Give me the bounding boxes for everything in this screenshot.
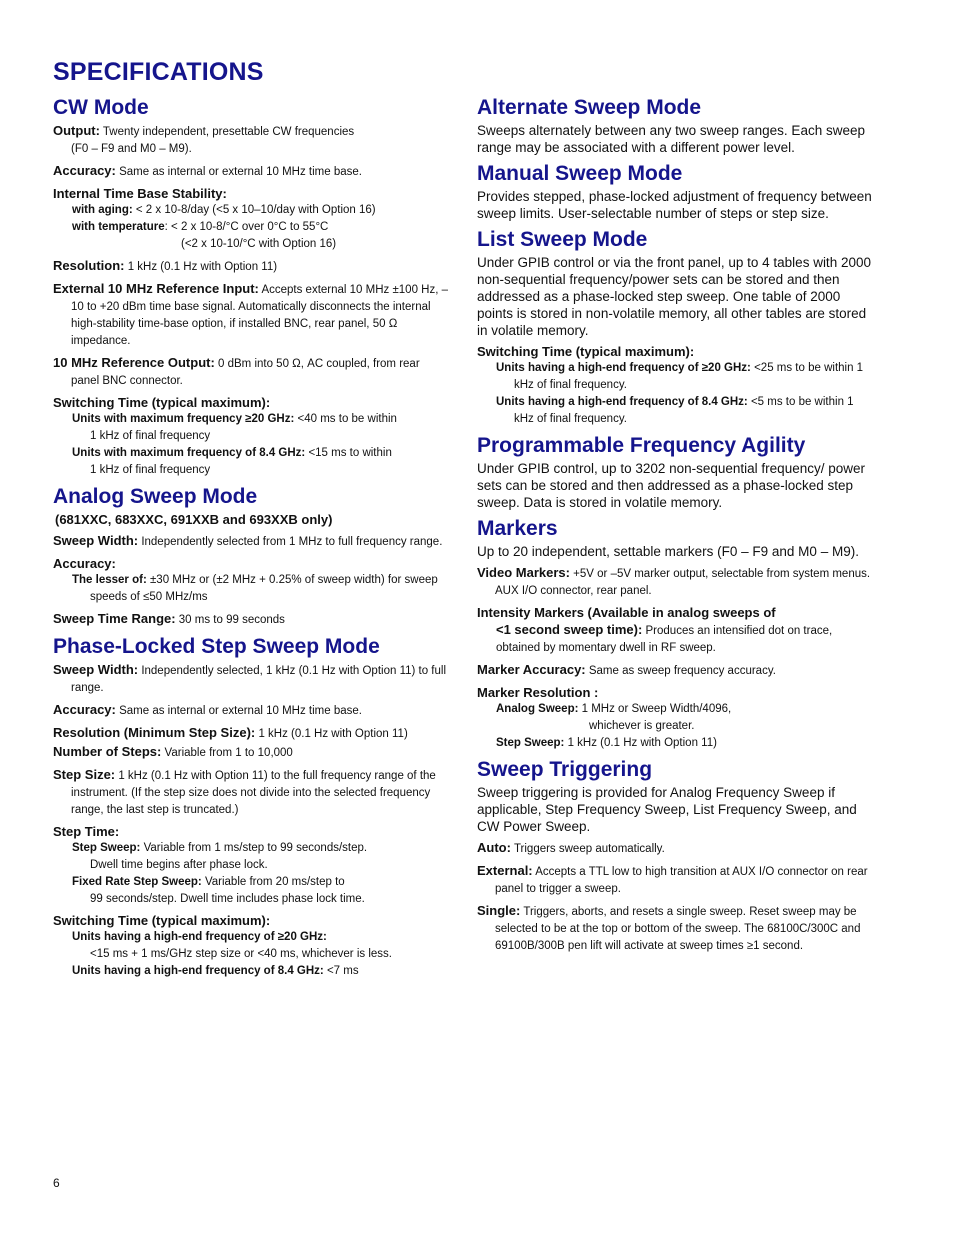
page-title: SPECIFICATIONS	[53, 58, 264, 86]
pls-step-size: Step Size: 1 kHz (0.1 Hz with Option 11) to the full frequency range of the instrument. (If the step size does not divide into the selected frequency range, the last step is truncated.)	[53, 767, 436, 816]
pls-number-of-steps: Number of Steps: Variable from 1 to 10,000	[53, 744, 293, 759]
pls-switching-time: Switching Time (typical maximum): Units having a high-end frequency of ≥20 GHz: <15 ms + 1 ms/GHz step size or <40 ms, whichever is less. Units having a high-end frequency of 8.4 GHz: <7 ms	[53, 913, 392, 977]
list-sweep-section: List Sweep Mode Under GPIB control or via the front panel, up to 4 tables with 2000 non-sequential frequency/power sets can be stored and then addressed as a phase-locked step sweep. One table of 2000 points is stored in non-volatile memory, all other tables are stored in volatile memory. Switching Time (typical maximum): Units having a high-end frequency of ≥20 GHz: <25 ms to be within 1 kHz of final frequency. Units having a high-end frequency of 8.4 GHz: <5 ms to be within 1 kHz of final frequency.	[477, 228, 872, 428]
marker-resolution: Marker Resolution : Analog Sweep: 1 MHz or Sweep Width/4096, whichever is greater. Step Sweep: 1 kHz (0.1 Hz with Option 11)	[477, 685, 732, 749]
trigger-auto: Auto: Triggers sweep automatically.	[477, 840, 665, 855]
phase-locked-step-section	[53, 635, 448, 980]
page-number: 6	[53, 1176, 60, 1190]
analog-sweep-width: Sweep Width: Independently selected from 1 MHz to full frequency range.	[53, 533, 443, 548]
pls-accuracy: Accuracy: Same as internal or external 10 MHz time base.	[53, 702, 362, 717]
markers-section: Markers Up to 20 independent, settable markers (F0 – F9 and M0 – M9). Video Markers: +5V or –5V marker output, selectable from system menus. AUX I/O connector, rear panel. Intensity Markers (Available in analog sweeps of <1 second sweep time): Produces an intensified dot on trace, obtained by momentary dwell in RF sweep. Marker Accuracy: Same as sweep frequency accuracy. Marker Resolution : Analog Sweep: 1 MHz or Sweep Width/4096, whichever is greater. Step Sweep: 1 kHz (0.1 Hz with Option 11)	[477, 517, 872, 752]
manual-sweep-heading: Manual Sweep Mode	[477, 162, 683, 185]
phase-locked-step-heading: Phase-Locked Step Sweep Mode	[53, 635, 380, 658]
cw-mode-heading: CW Mode	[53, 96, 149, 119]
sweep-triggering-heading: Sweep Triggering	[477, 758, 653, 781]
left-column	[53, 96, 448, 986]
pls-step-time: Step Time: Step Sweep: Variable from 1 ms/step to 99 seconds/step. Dwell time begins after phase lock. Fixed Rate Step Sweep: Variable from 20 ms/step to 99 seconds/step. Dwell time includes phase lock time.	[53, 824, 368, 905]
cw-resolution: Resolution: 1 kHz (0.1 Hz with Option 11)	[53, 258, 278, 273]
analog-sweep-heading: Analog Sweep Mode	[53, 485, 258, 508]
cw-accuracy: Accuracy: Same as internal or external 10 MHz time base.	[53, 163, 362, 178]
cw-mode-section	[53, 96, 448, 479]
markers-heading: Markers	[477, 517, 558, 540]
pls-resolution: Resolution (Minimum Step Size): 1 kHz (0.1 Hz with Option 11)	[53, 725, 408, 740]
manual-sweep-section: Manual Sweep Mode Provides stepped, phase-locked adjustment of frequency between sweep limits. User-selectable number of steps or step size.	[477, 162, 872, 221]
intensity-markers: Intensity Markers (Available in analog sweeps of <1 second sweep time): Produces an intensified dot on trace, obtained by momentary dwell in RF sweep.	[477, 605, 833, 654]
alternate-sweep-section: Alternate Sweep Mode Sweeps alternately between any two sweep ranges. Each sweep range may be associated with a different power level.	[477, 96, 872, 156]
analog-sweep-time-range: Sweep Time Range: 30 ms to 99 seconds	[53, 611, 285, 626]
pls-sweep-width: Sweep Width: Independently selected, 1 kHz (0.1 Hz with Option 11) to full range.	[53, 662, 447, 694]
sweep-triggering-section: Sweep Triggering Sweep triggering is provided for Analog Frequency Sweep if applicable, Step Frequency Sweep, List Frequency Sweep, and CW Power Sweep. Auto: Triggers sweep automatically. External: Accepts a TTL low to high transition at AUX I/O connector on rear panel to trigger a sweep. Single: Triggers, aborts, and resets a single sweep. Reset sweep may be selected to be at the top or bottom of the sweep. The 68100C/300C and 69100B/300B pen lift will activate at sweep times ≥1 second.	[477, 758, 872, 955]
cw-ext-ref-input: External 10 MHz Reference Input: Accepts external 10 MHz ±100 Hz, –10 to +20 dBm time base signal. Automatically disconnects the internal high-stability time-base option, if installed BNC, rear panel, 50 Ω impedance.	[53, 281, 449, 347]
cw-output: Output: Twenty independent, presettable CW frequencies (F0 – F9 and M0 – M9).	[53, 123, 355, 155]
right-column	[477, 96, 872, 961]
list-switching-time: Switching Time (typical maximum): Units having a high-end frequency of ≥20 GHz: <25 ms to be within 1 kHz of final frequency. Units having a high-end frequency of 8.4 GHz: <5 ms to be within 1 kHz of final frequency.	[477, 344, 864, 425]
analog-sweep-section: Analog Sweep Mode (681XXC, 683XXC, 691XXB and 693XXB only) Sweep Width: Independently selected from 1 MHz to full frequency range. Accuracy: The lesser of: ±30 MHz or (±2 MHz + 0.25% of sweep width) for sweep speeds of ≤50 MHz/ms Sweep Time Range: 30 ms to 99 seconds	[53, 485, 448, 629]
cw-ref-output: 10 MHz Reference Output: 0 dBm into 50 Ω, AC coupled, from rear panel BNC connector.	[53, 355, 420, 387]
video-markers: Video Markers: +5V or –5V marker output, selectable from system menus. AUX I/O connector, rear panel.	[477, 565, 871, 597]
list-sweep-heading: List Sweep Mode	[477, 228, 648, 251]
frequency-agility-heading: Programmable Frequency Agility	[477, 434, 806, 457]
cw-switching-time: Switching Time (typical maximum): Units with maximum frequency ≥20 GHz: <40 ms to be within 1 kHz of final frequency Units with maximum frequency of 8.4 GHz: <15 ms to within 1 kHz of final frequency	[53, 395, 397, 476]
frequency-agility-section: Programmable Frequency Agility Under GPIB control, up to 3202 non-sequential frequency/ power sets can be stored and then addressed as a phase-locked step sweep. Data is stored in volatile memory.	[477, 434, 872, 511]
alternate-sweep-heading: Alternate Sweep Mode	[477, 96, 702, 119]
trigger-single: Single: Triggers, aborts, and resets a single sweep. Reset sweep may be selected to be at the top or bottom of the sweep. The 68100C/300C and 69100B/300B pen lift will activate at sweep times ≥1 second.	[477, 903, 861, 952]
cw-time-base-stability: Internal Time Base Stability: with aging: < 2 x 10-8/day (<5 x 10–10/day with Option 16) with temperature: < 2 x 10-8/°C over 0°C to 55°C (<2 x 10-10/°C with Option 16)	[53, 186, 376, 250]
analog-accuracy: Accuracy: The lesser of: ±30 MHz or (±2 MHz + 0.25% of sweep width) for sweep speeds of ≤50 MHz/ms	[53, 556, 438, 603]
trigger-external: External: Accepts a TTL low to high transition at AUX I/O connector on rear panel to trigger a sweep.	[477, 863, 868, 895]
marker-accuracy: Marker Accuracy: Same as sweep frequency accuracy.	[477, 662, 776, 677]
